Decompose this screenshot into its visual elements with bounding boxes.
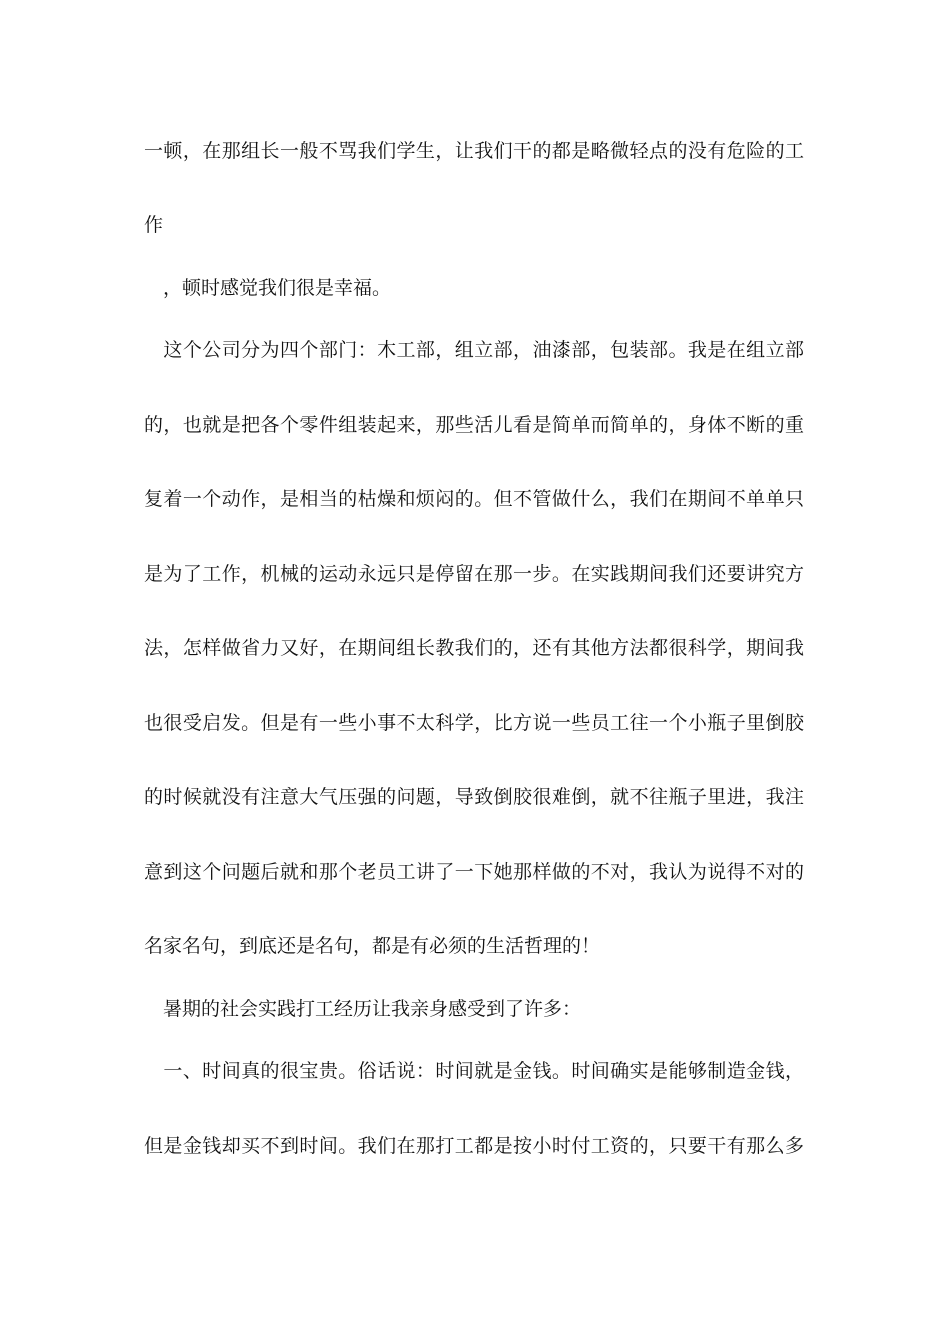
text-line-10: 的时候就没有注意大气压强的问题，导致倒胶很难倒，就不往瓶子里进，我注 xyxy=(144,786,804,808)
text-line-15: 但是金钱却买不到时间。我们在那打工都是按小时付工资的，只要干有那么多 xyxy=(144,1135,804,1157)
text-line-1: 一顿，在那组长一般不骂我们学生，让我们干的都是略微轻点的没有危险的工 xyxy=(144,140,804,162)
text-line-14: 一、时间真的很宝贵。俗话说：时间就是金钱。时间确实是能够制造金钱， xyxy=(144,1060,804,1082)
text-line-9: 也很受启发。但是有一些小事不太科学，比方说一些员工往一个小瓶子里倒胶 xyxy=(144,712,804,734)
text-line-5: 的，也就是把各个零件组装起来，那些活儿看是简单而简单的，身体不断的重 xyxy=(144,414,804,436)
text-line-12: 名家名句，到底还是名句，都是有必须的生活哲理的！ xyxy=(144,935,601,957)
text-line-7: 是为了工作，机械的运动永远只是停留在那一步。在实践期间我们还要讲究方 xyxy=(144,563,804,585)
text-line-8: 法，怎样做省力又好，在期间组长教我们的，还有其他方法都很科学，期间我 xyxy=(144,637,804,659)
text-line-3: ，顿时感觉我们很是幸福。 xyxy=(144,277,392,299)
text-line-4: 这个公司分为四个部门：木工部，组立部，油漆部，包装部。我是在组立部 xyxy=(144,339,804,361)
text-line-2: 作 xyxy=(144,214,164,236)
text-line-13: 暑期的社会实践打工经历让我亲身感受到了许多： xyxy=(144,998,582,1020)
text-line-11: 意到这个问题后就和那个老员工讲了一下她那样做的不对，我认为说得不对的 xyxy=(144,861,804,883)
text-line-6: 复着一个动作，是相当的枯燥和烦闷的。但不管做什么，我们在期间不单单只 xyxy=(144,488,804,510)
